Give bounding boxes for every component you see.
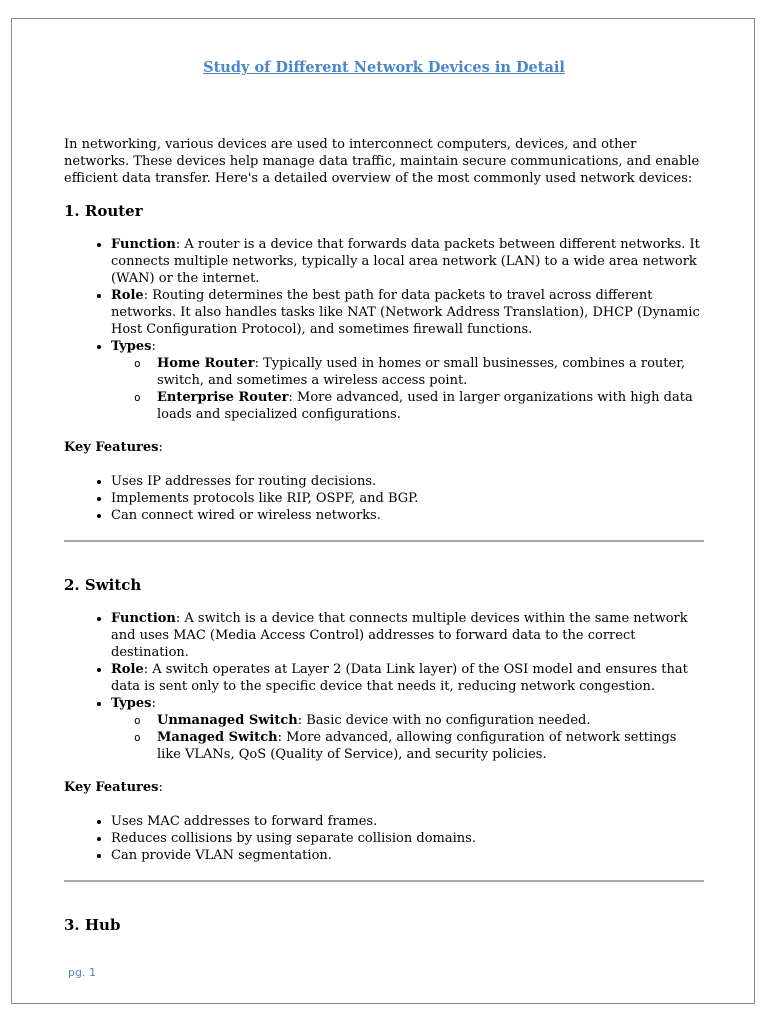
- function-label: Function: [111, 237, 176, 252]
- list-item: [111, 236, 704, 287]
- hub-heading: 3. Hub: [64, 916, 121, 934]
- function-text: : A router is a device that forwards data packets between different networks. It connects multiple networks, typically a local area network (LAN) to a wide area network (WAN) or the internet.: [111, 237, 700, 286]
- list-item: • Can connect wired or wireless networks.: [111, 507, 704, 524]
- router-section: [64, 201, 704, 524]
- role-label: Role: [111, 662, 144, 677]
- list-item: • Implements protocols like RIP, OSPF, and BGP.: [111, 490, 704, 507]
- switch-types-list: [111, 712, 704, 763]
- list-item: • Can provide VLAN segmentation.: [111, 847, 704, 864]
- types-label: Types: [111, 696, 152, 711]
- router-features-list: [64, 473, 704, 524]
- list-item: • Uses MAC addresses to forward frames.: [111, 813, 704, 830]
- list-item: • Types: o Unmanaged Switch: Basic device with no configuration needed. o Managed Switch: More advanced, allowing configuration of network settings like VLANs, QoS (Quality of Service), and security policies.: [111, 695, 704, 763]
- list-item: • Uses IP addresses for routing decisions.: [111, 473, 704, 490]
- list-item: o Managed Switch: More advanced, allowing configuration of network settings like VLANs, QoS (Quality of Service), and security policies.: [157, 729, 704, 763]
- router-details-list: [64, 236, 704, 423]
- list-item: • Types: o Home Router: Typically used in homes or small businesses, combines a router, switch, and sometimes a wireless access point. o Enterprise Router: More advanced, used in larger organizations with high data loads and specialized configurations.: [111, 338, 704, 423]
- list-item: o Home Router: Typically used in homes or small businesses, combines a router, switch, and sometimes a wireless access point.: [157, 355, 704, 389]
- function-label: Function: [111, 611, 176, 626]
- list-item: [111, 661, 704, 695]
- key-features-label: Key Features:: [64, 780, 163, 795]
- list-item: o Enterprise Router: More advanced, used in larger organizations with high data loads and specialized configurations.: [157, 389, 704, 423]
- types-label: Types: [111, 339, 152, 354]
- section-divider: [64, 880, 704, 882]
- document-title: Study of Different Network Devices in Detail: [203, 59, 565, 76]
- list-item: o Unmanaged Switch: Basic device with no configuration needed.: [157, 712, 704, 729]
- role-text: : A switch operates at Layer 2 (Data Link layer) of the OSI model and ensures that data is sent only to the specific device that needs it, reducing network congestion.: [111, 662, 688, 694]
- list-item: [111, 610, 704, 661]
- list-item: [111, 287, 704, 338]
- router-types-list: [111, 355, 704, 423]
- switch-section: [64, 575, 704, 864]
- intro-paragraph: In networking, various devices are used to interconnect computers, devices, and other networks. These devices help manage data traffic, maintain secure communications, and enable efficient data transfer. Here's a detailed overview of the most commonly used network devices:: [64, 137, 700, 186]
- role-label: Role: [111, 288, 144, 303]
- switch-details-list: [64, 610, 704, 763]
- list-item: • Reduces collisions by using separate collision domains.: [111, 830, 704, 847]
- switch-heading: 2. Switch: [64, 576, 142, 594]
- page-number: pg. 1: [68, 966, 96, 979]
- role-text: : Routing determines the best path for data packets to travel across different networks. It also handles tasks like NAT (Network Address Translation), DHCP (Dynamic Host Configuration Protocol), and sometimes firewall functions.: [111, 288, 700, 337]
- switch-features-list: [64, 813, 704, 864]
- document-body: [64, 59, 704, 950]
- function-text: : A switch is a device that connects multiple devices within the same network and uses MAC (Media Access Control) addresses to forward data to the correct destination.: [111, 611, 688, 660]
- key-features-label: Key Features:: [64, 440, 163, 455]
- router-heading: 1. Router: [64, 202, 143, 220]
- hub-section: [64, 915, 704, 935]
- section-divider: [64, 540, 704, 542]
